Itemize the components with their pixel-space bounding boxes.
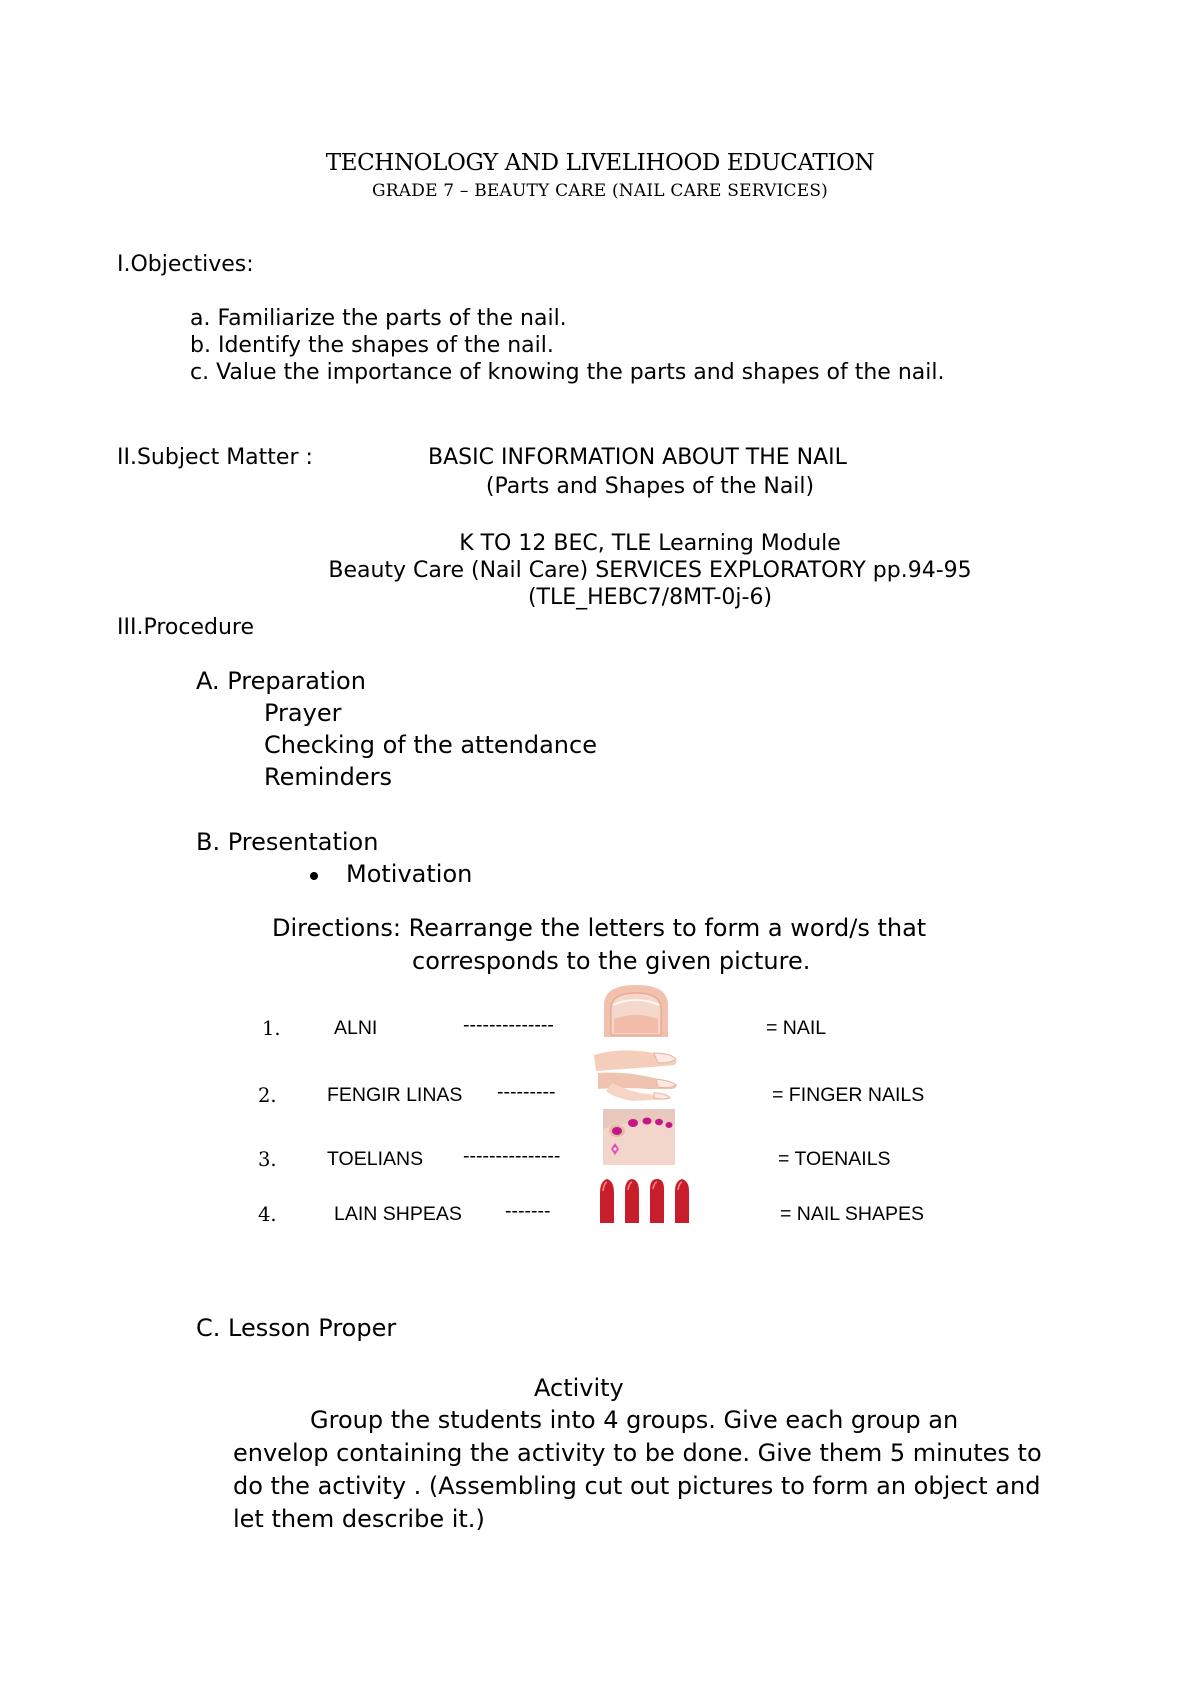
answer-word: = FINGER NAILS	[772, 1084, 925, 1106]
document-title: TECHNOLOGY AND LIVELIHOOD EDUCATION	[325, 150, 875, 176]
activity-text: envelop containing the activity to be done. Give them 5 minutes to do the activity . (Assembling cut out pictures to form an object and let them describe it.)	[233, 1439, 1042, 1533]
scrambled-word: LAIN SHPEAS	[334, 1203, 462, 1225]
nail-icon	[598, 983, 674, 1037]
preparation-label: A. Preparation	[196, 667, 366, 695]
dash-line: ---------------	[463, 1145, 561, 1167]
answer-word: = NAIL	[766, 1017, 827, 1039]
item-number: 1.	[262, 1017, 281, 1040]
objective-item: a. Familiarize the parts of the nail.	[190, 306, 567, 331]
activity-title: Activity	[534, 1374, 624, 1402]
subject-subtopic: (Parts and Shapes of the Nail)	[485, 474, 815, 499]
nail-shapes-icon	[598, 1179, 694, 1223]
reference-code: (TLE_HEBC7/8MT-0j-6)	[527, 585, 773, 610]
objective-item: c. Value the importance of knowing the parts and shapes of the nail.	[190, 360, 945, 385]
answer-word: = TOENAILS	[778, 1148, 891, 1170]
directions-line: corresponds to the given picture.	[412, 947, 811, 975]
bullet-icon	[310, 872, 318, 880]
dash-line: --------------	[463, 1014, 554, 1036]
scrambled-word: FENGIR LINAS	[327, 1084, 463, 1106]
motivation-label: Motivation	[346, 860, 473, 888]
reference-line: Beauty Care (Nail Care) SERVICES EXPLORATORY pp.94-95	[328, 558, 972, 583]
lesson-proper-label: C. Lesson Proper	[196, 1314, 397, 1342]
preparation-item: Prayer	[264, 699, 342, 727]
preparation-item: Checking of the attendance	[264, 731, 597, 759]
item-number: 3.	[258, 1148, 277, 1171]
scrambled-word: TOELIANS	[327, 1148, 424, 1170]
dash-line: -------	[505, 1200, 551, 1222]
objectives-heading: I.Objectives:	[117, 252, 254, 277]
reference-line: K TO 12 BEC, TLE Learning Module	[459, 531, 841, 556]
procedure-heading: III.Procedure	[117, 615, 254, 640]
item-number: 2.	[258, 1084, 277, 1107]
scrambled-word: ALNI	[334, 1017, 378, 1039]
subject-topic: BASIC INFORMATION ABOUT THE NAIL	[428, 445, 847, 470]
item-number: 4.	[258, 1203, 277, 1226]
finger-nails-icon	[592, 1043, 680, 1101]
dash-line: ---------	[497, 1081, 556, 1103]
answer-word: = NAIL SHAPES	[780, 1203, 924, 1225]
directions-line: Directions: Rearrange the letters to form a word/s that	[272, 914, 927, 942]
activity-text-line: Group the students into 4 groups. Give each group an	[310, 1406, 959, 1434]
subject-matter-heading: II.Subject Matter :	[117, 445, 313, 470]
document-subtitle: GRADE 7 – BEAUTY CARE (NAIL CARE SERVICES)	[371, 181, 829, 201]
presentation-label: B. Presentation	[196, 828, 379, 856]
objective-item: b. Identify the shapes of the nail.	[190, 333, 554, 358]
toenails-icon	[603, 1109, 675, 1165]
preparation-item: Reminders	[264, 763, 392, 791]
